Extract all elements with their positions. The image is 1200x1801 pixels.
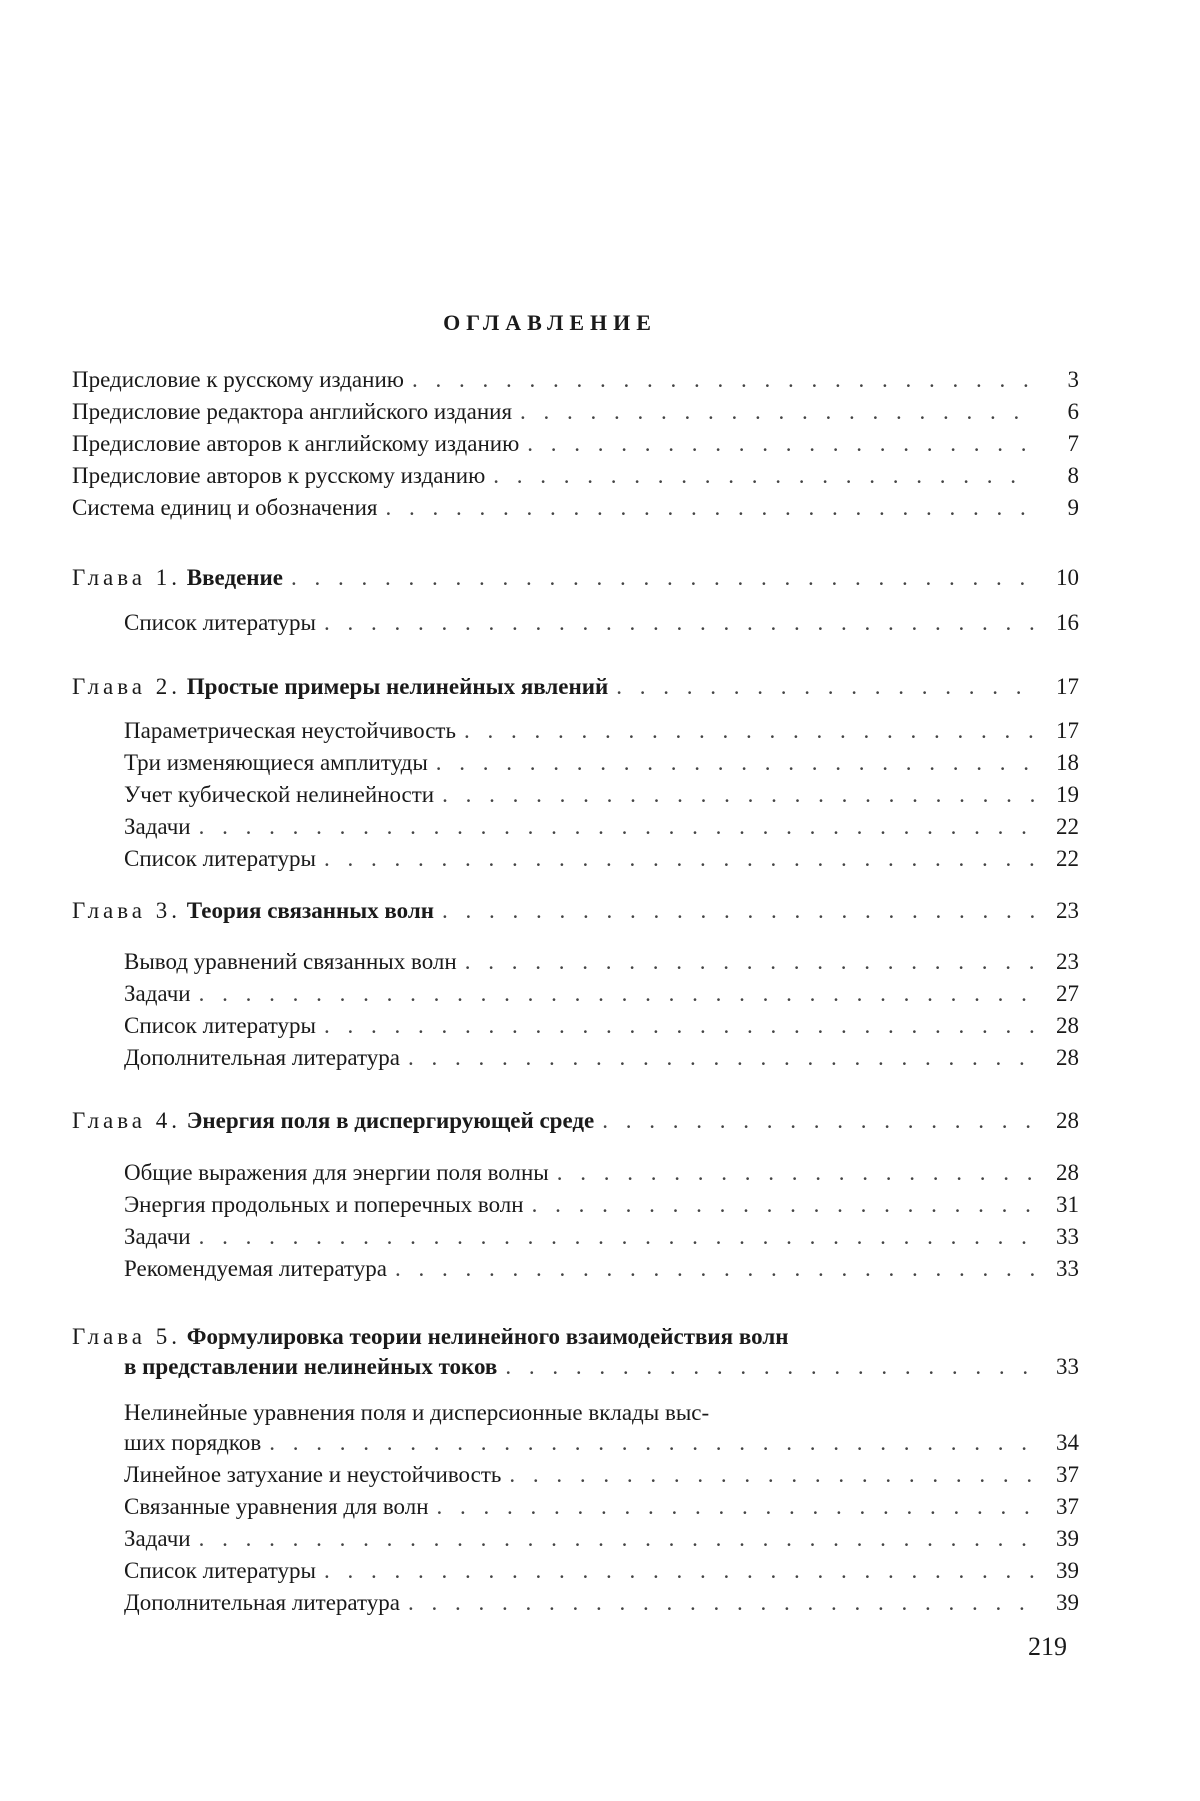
entry-page: 3 [1043, 365, 1079, 395]
entry-text: Учет кубической нелинейности [124, 780, 434, 810]
toc-entry [124, 1254, 1079, 1284]
entry-text: Список литературы [124, 1011, 316, 1041]
entry-text: ших порядков [124, 1428, 261, 1458]
chapter-heading [72, 563, 1079, 593]
entry-text: Рекомендуемая литература [124, 1254, 387, 1284]
toc-entry-cont [124, 1428, 1079, 1458]
entry-page: 28 [1043, 1043, 1079, 1073]
chapter-name: Простые примеры нелинейных явлений [187, 674, 609, 699]
entry-page: 7 [1043, 429, 1079, 459]
entry-page: 37 [1043, 1460, 1079, 1490]
entry-page: 6 [1043, 397, 1079, 427]
toc-entry [124, 1158, 1079, 1188]
entry-text: Вывод уравнений связанных волн [124, 947, 457, 977]
entry-text: Предисловие редактора английского издания [72, 397, 512, 427]
chapter-name: Теория связанных волн [187, 898, 434, 923]
entry-text: Предисловие авторов к русскому изданию [72, 461, 485, 491]
chapter-name-cont: в представлении нелинейных токов [124, 1352, 497, 1382]
entry-page: 16 [1043, 608, 1079, 638]
entry-page: 33 [1043, 1222, 1079, 1252]
chapter-label: Глава 3. [72, 898, 181, 923]
entry-text: Предисловие авторов к английскому изданию [72, 429, 519, 459]
entry-text: Задачи [124, 1222, 191, 1252]
toc-entry [124, 1460, 1079, 1490]
entry-text: Система единиц и обозначения [72, 493, 377, 523]
toc-entry [124, 1222, 1079, 1252]
entry-page: 33 [1043, 1352, 1079, 1382]
entry-text: Три изменяющиеся амплитуды [124, 748, 428, 778]
entry-page: 28 [1043, 1011, 1079, 1041]
entry-page: 34 [1043, 1428, 1079, 1458]
entry-page: 19 [1043, 780, 1079, 810]
toc-entry [124, 947, 1079, 977]
toc-entry [124, 716, 1079, 746]
toc-entry [124, 1190, 1079, 1220]
entry-text: Дополнительная литература [124, 1043, 400, 1073]
entry-page: 8 [1043, 461, 1079, 491]
entry-text: Задачи [124, 812, 191, 842]
entry-page: 27 [1043, 979, 1079, 1009]
chapter-label: Глава 5. [72, 1324, 181, 1349]
entry-page: 17 [1043, 672, 1079, 702]
chapter-label: Глава 1. [72, 565, 181, 590]
entry-text: Дополнительная литература [124, 1588, 400, 1618]
chapter-label: Глава 2. [72, 674, 181, 699]
chapter-name: Энергия поля в диспергирующей среде [187, 1108, 594, 1133]
entry-page: 10 [1043, 563, 1079, 593]
entry-page: 23 [1043, 896, 1079, 926]
page-number: 219 [1028, 1632, 1067, 1662]
entry-page: 28 [1043, 1106, 1079, 1136]
toc-entry [124, 608, 1079, 638]
entry-page: 18 [1043, 748, 1079, 778]
toc-entry [124, 979, 1079, 1009]
chapter-name: Формулировка теории нелинейного взаимодействия волн [187, 1324, 789, 1349]
toc-entry [124, 1588, 1079, 1618]
toc-entry [72, 397, 1079, 427]
entry-text: Параметрическая неустойчивость [124, 716, 456, 746]
chapter-name: Введение [187, 565, 283, 590]
entry-text: Предисловие к русскому изданию [72, 365, 404, 395]
toc-entry [124, 844, 1079, 874]
entry-text: Нелинейные уравнения поля и дисперсионные вклады выс- [124, 1400, 709, 1425]
toc-entry [124, 748, 1079, 778]
toc-page [0, 0, 1200, 1801]
toc-entry [124, 1524, 1079, 1554]
chapter-heading [72, 672, 1079, 702]
entry-page: 39 [1043, 1524, 1079, 1554]
toc-entry [124, 780, 1079, 810]
entry-page: 9 [1043, 493, 1079, 523]
toc-entry [124, 1492, 1079, 1522]
toc-entry [72, 461, 1079, 491]
toc-title: ОГЛАВЛЕНИЕ [0, 310, 1100, 336]
toc-entry [72, 493, 1079, 523]
entry-page: 22 [1043, 844, 1079, 874]
entry-text: Список литературы [124, 844, 316, 874]
chapter-label: Глава 4. [72, 1108, 181, 1133]
entry-text: Связанные уравнения для волн [124, 1492, 429, 1522]
entry-page: 39 [1043, 1588, 1079, 1618]
entry-page: 33 [1043, 1254, 1079, 1284]
entry-text: Список литературы [124, 1556, 316, 1586]
toc-entry [124, 1011, 1079, 1041]
entry-text: Общие выражения для энергии поля волны [124, 1158, 549, 1188]
chapter-heading [72, 896, 1079, 926]
toc-entry [124, 1043, 1079, 1073]
entry-page: 28 [1043, 1158, 1079, 1188]
entry-page: 37 [1043, 1492, 1079, 1522]
entry-page: 17 [1043, 716, 1079, 746]
entry-text: Задачи [124, 979, 191, 1009]
toc-entry [124, 1556, 1079, 1586]
chapter-heading-cont [124, 1352, 1079, 1382]
chapter-heading [72, 1106, 1079, 1136]
entry-page: 22 [1043, 812, 1079, 842]
entry-page: 39 [1043, 1556, 1079, 1586]
toc-entry [124, 812, 1079, 842]
entry-page: 23 [1043, 947, 1079, 977]
entry-text: Линейное затухание и неустойчивость [124, 1460, 501, 1490]
toc-entry [72, 429, 1079, 459]
toc-entry [124, 1398, 1014, 1428]
entry-text: Задачи [124, 1524, 191, 1554]
entry-text: Список литературы [124, 608, 316, 638]
chapter-heading [72, 1322, 1012, 1352]
entry-text: Энергия продольных и поперечных волн [124, 1190, 524, 1220]
entry-page: 31 [1043, 1190, 1079, 1220]
toc-entry [72, 365, 1079, 395]
